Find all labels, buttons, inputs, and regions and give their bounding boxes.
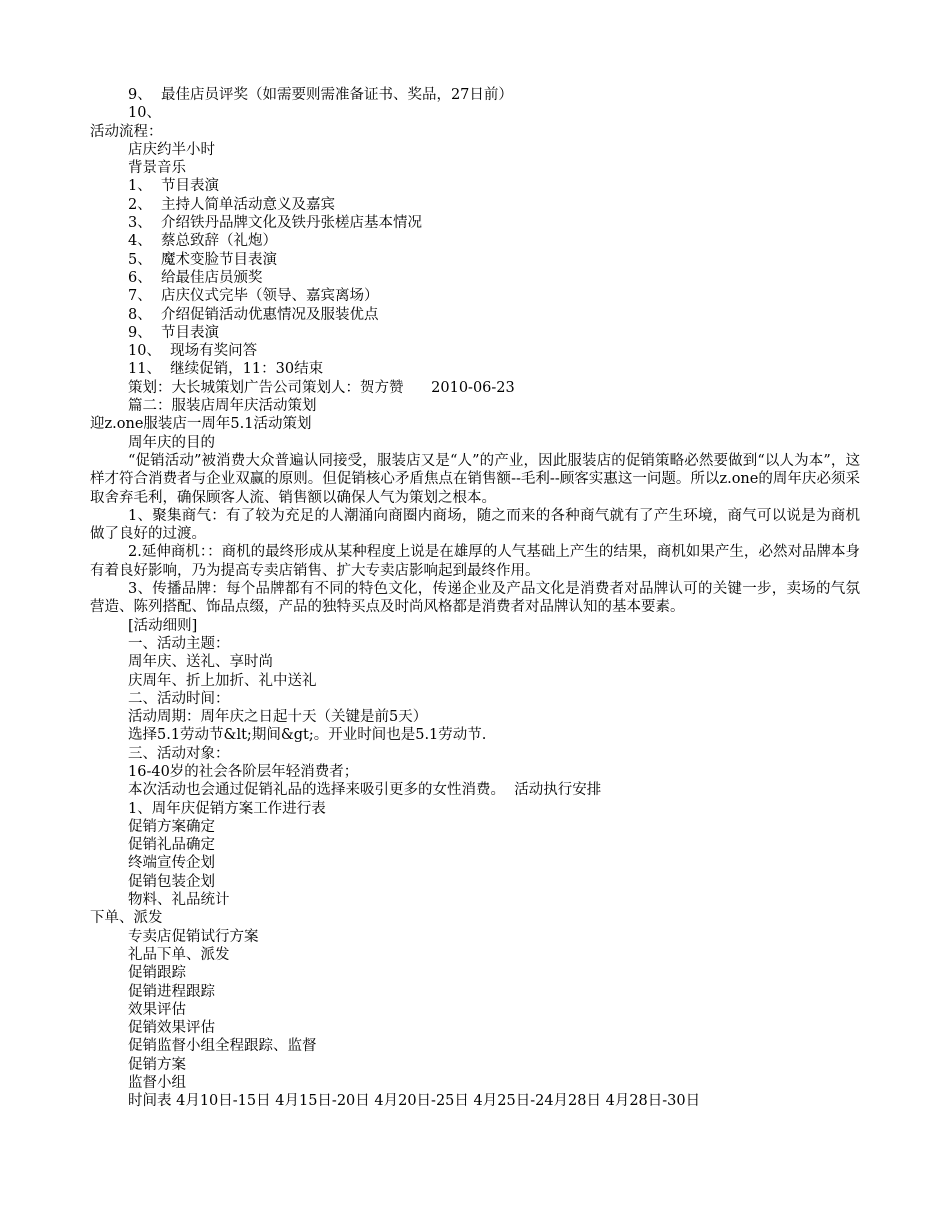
text-line: 11、 继续促销，11：30结束: [128, 361, 324, 378]
text-line: 下单、派发: [90, 910, 163, 927]
text-line: 背景音乐: [128, 160, 186, 177]
text-line: 三、活动对象：: [128, 745, 230, 762]
text-line: 8、 介绍促销活动优惠情况及服装优点: [128, 306, 379, 323]
text-line: 活动流程：: [90, 123, 163, 140]
text-line: 二、活动时间：: [128, 690, 230, 707]
text-line: 促销方案: [128, 1056, 186, 1073]
text-line: 礼品下单、派发: [128, 946, 230, 963]
text-line: 专卖店促销试行方案: [128, 928, 259, 945]
text-line: 店庆约半小时: [128, 141, 215, 158]
document-paragraphs: [90, 452, 860, 617]
text-line: 促销跟踪: [128, 965, 186, 982]
text-line: 监督小组: [128, 1075, 186, 1092]
text-line: 10、: [128, 105, 161, 122]
body-paragraph: 1、聚集商气：有了较为充足的人潮涌向商圈内商场，随之而来的各种商气就有了产生环境，商气可以说是为商机做了良好的过渡。: [90, 507, 860, 543]
text-line: 一、活动主题：: [128, 635, 230, 652]
text-line: 6、 给最佳店员颁奖: [128, 269, 263, 286]
text-line: 5、 魔术变脸节目表演: [128, 251, 277, 268]
text-line: 促销包装企划: [128, 873, 215, 890]
text-line: 促销效果评估: [128, 1020, 215, 1037]
text-line: 1、周年庆促销方案工作进行表: [128, 800, 326, 817]
schedule-paragraph: 时间表 4月10日-15日 4月15日-20日 4月20日-25日 4月25日-24月28日 4月28日-30日: [128, 1093, 701, 1110]
text-line: 物料、礼品统计: [128, 892, 230, 909]
text-line: 效果评估: [128, 1001, 186, 1018]
text-line: 9、 节目表演: [128, 324, 219, 341]
text-line: [活动细则]: [128, 617, 198, 634]
text-line: 1、 节目表演: [128, 178, 219, 195]
body-paragraph: 3、传播品牌：每个品牌都有不同的特色文化，传递企业及产品文化是消费者对品牌认可的关键一步，卖场的气氛营造、陈列搭配、饰品点缀，产品的独特买点及时尚风格都是消费者对品牌认知的基本要素。: [90, 581, 860, 616]
text-line: 选择5.1劳动节&lt;期间&gt;。开业时间也是5.1劳动节.: [128, 727, 487, 744]
text-line: 促销礼品确定: [128, 837, 215, 854]
text-line: 3、 介绍铁丹品牌文化及铁丹张槎店基本情况: [128, 215, 422, 232]
text-line: 7、 店庆仪式完毕（领导、嘉宾离场）: [128, 288, 379, 305]
body-paragraph: “促销活动”被消费大众普遍认同接受，服装店又是“人”的产业，因此服装店的促销策略必然要做到“以人为本”，这样才符合消费者与企业双赢的原则。但促销核心矛盾焦点在销售额--毛利--顾客实惠这一问题。所以z.one的周年庆必须采取舍弃毛利，确保顾客人流、销售额以确保人气为策划之根本。: [90, 452, 860, 506]
text-line: 10、 现场有奖问答: [128, 343, 258, 360]
text-line: 周年庆的目的: [128, 434, 215, 451]
text-line: 迎z.one服装店一周年5.1活动策划: [90, 416, 312, 433]
text-line: 4、 蔡总致辞（礼炮）: [128, 233, 277, 250]
text-line: 本次活动也会通过促销礼品的选择来吸引更多的女性消费。 活动执行安排: [128, 782, 602, 799]
text-line: 2、 主持人简单活动意义及嘉宾: [128, 196, 335, 213]
text-line: 终端宣传企划: [128, 855, 215, 872]
text-line: 促销方案确定: [128, 818, 215, 835]
text-line: 9、 最佳店员评奖（如需要则需准备证书、奖品，27日前）: [128, 87, 513, 103]
document-lines-bottom: [90, 617, 860, 1093]
text-line: 庆周年、折上加折、礼中送礼: [128, 672, 317, 689]
text-line: 16-40岁的社会各阶层年轻消费者；: [128, 763, 359, 780]
document-lines-top: [90, 86, 860, 452]
body-paragraph: 2.延伸商机：：商机的最终形成从某种程度上说是在雄厚的人气基础上产生的结果，商机如果产生，必然对品牌本身有着良好影响，乃为提高专卖店销售、扩大专卖店影响起到最终作用。: [90, 544, 860, 579]
text-line: 周年庆、送礼、享时尚: [128, 654, 273, 671]
text-line: 策划：大长城策划广告公司策划人：贺方赞 2010-06-23: [128, 379, 515, 396]
text-line: 篇二：服装店周年庆活动策划: [128, 398, 317, 415]
text-line: 活动周期：周年庆之日起十天（关键是前5天）: [128, 709, 428, 726]
text-line: 促销进程跟踪: [128, 983, 215, 1000]
text-line: 促销监督小组全程跟踪、监督: [128, 1038, 317, 1055]
